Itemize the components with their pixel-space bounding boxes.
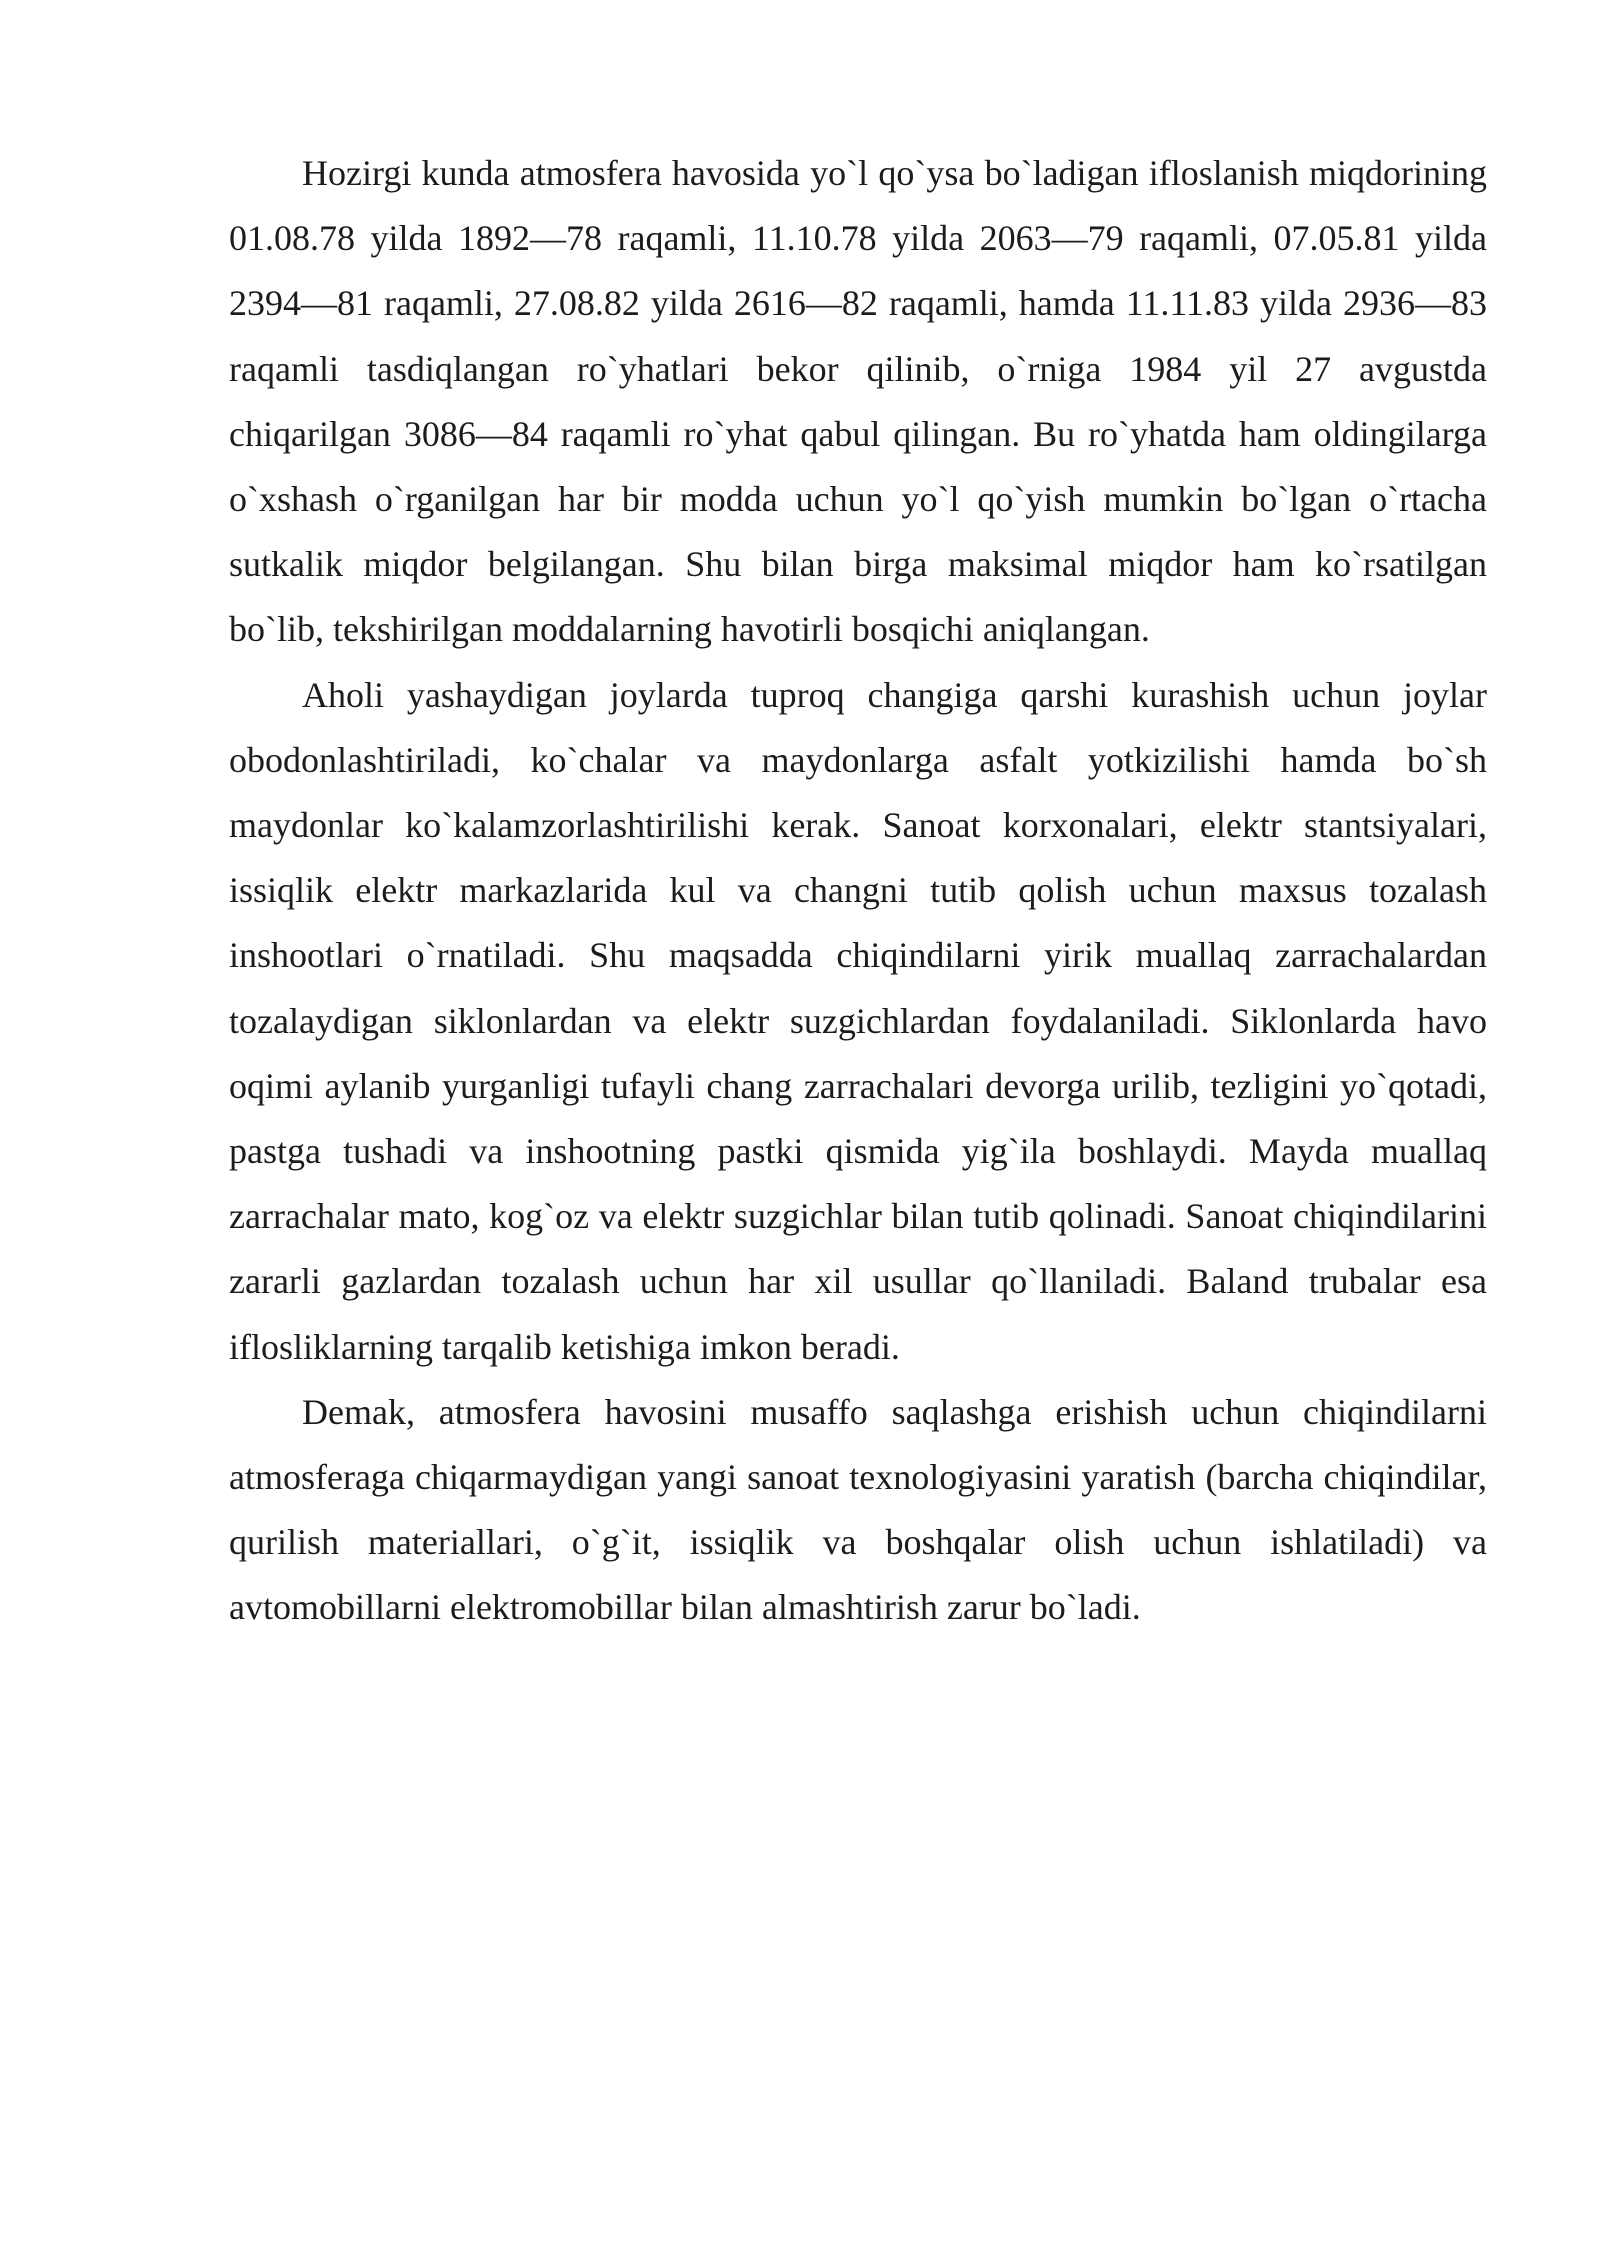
- paragraph-3: Demak, atmosfera havosini musaffo saqlashga erishish uchun chiqindilarni atmosferaga chiqarmaydigan yangi sanoat texnologiyasini yaratish (barcha chiqindilar, qurilish materiallari, o`g`it, issiqlik va boshqalar olish uchun ishlatiladi) va avtomobillarni elektromobillar bilan almashtirish zarur bo`ladi.: [229, 1391, 1487, 1628]
- paragraph-2: Aholi yashaydigan joylarda tuproq changiga qarshi kurashish uchun joylar obodonlashtiriladi, ko`chalar va maydonlarga asfalt yotkizilishi hamda bo`sh maydonlar ko`kalamzorlashtirilishi kerak. Sanoat korxonalari, elektr stantsiyalari, issiqlik elektr markazlarida kul va changni tutib qolish uchun maxsus tozalash inshootlari o`rnatiladi. Shu maqsadda chiqindilarni yirik muallaq zarrachalardan tozalaydigan siklonlardan va elektr suzgichlardan foydalaniladi. Siklonlarda havo oqimi aylanib yurganligi tufayli chang zarrachalari devorga urilib, tezligini yo`qotadi, pastga tushadi va inshootning pastki qismida yig`ila boshlaydi. Mayda muallaq zarrachalar mato, kog`oz va elektr suzgichlar bilan tutib qolinadi. Sanoat chiqindilarini zararli gazlardan tozalash uchun har xil usullar qo`llaniladi. Baland trubalar esa iflosliklarning tarqalib ketishiga imkon beradi.: [229, 674, 1487, 1367]
- paragraph-1: Hozirgi kunda atmosfera havosida yo`l qo`ysa bo`ladigan ifloslanish miqdorining 01.08.78 yilda 1892—78 raqamli, 11.10.78 yilda 2063—79 raqamli, 07.05.81 yilda 2394—81 raqamli, 27.08.82 yilda 2616—82 raqamli, hamda 11.11.83 yilda 2936—83 raqamli tasdiqlangan ro`yhatlari bekor qilinib, o`rniga 1984 yil 27 avgustda chiqarilgan 3086—84 raqamli ro`yhat qabul qilingan. Bu ro`yhatda ham oldingilarga o`xshash o`rganilgan har bir modda uchun yo`l qo`yish mumkin bo`lgan o`rtacha sutkalik miqdor belgilangan. Shu bilan birga maksimal miqdor ham ko`rsatilgan bo`lib, tekshirilgan moddalarning havotirli bosqichi aniqlangan.: [229, 153, 1487, 650]
- document-page: [229, 141, 1487, 1641]
